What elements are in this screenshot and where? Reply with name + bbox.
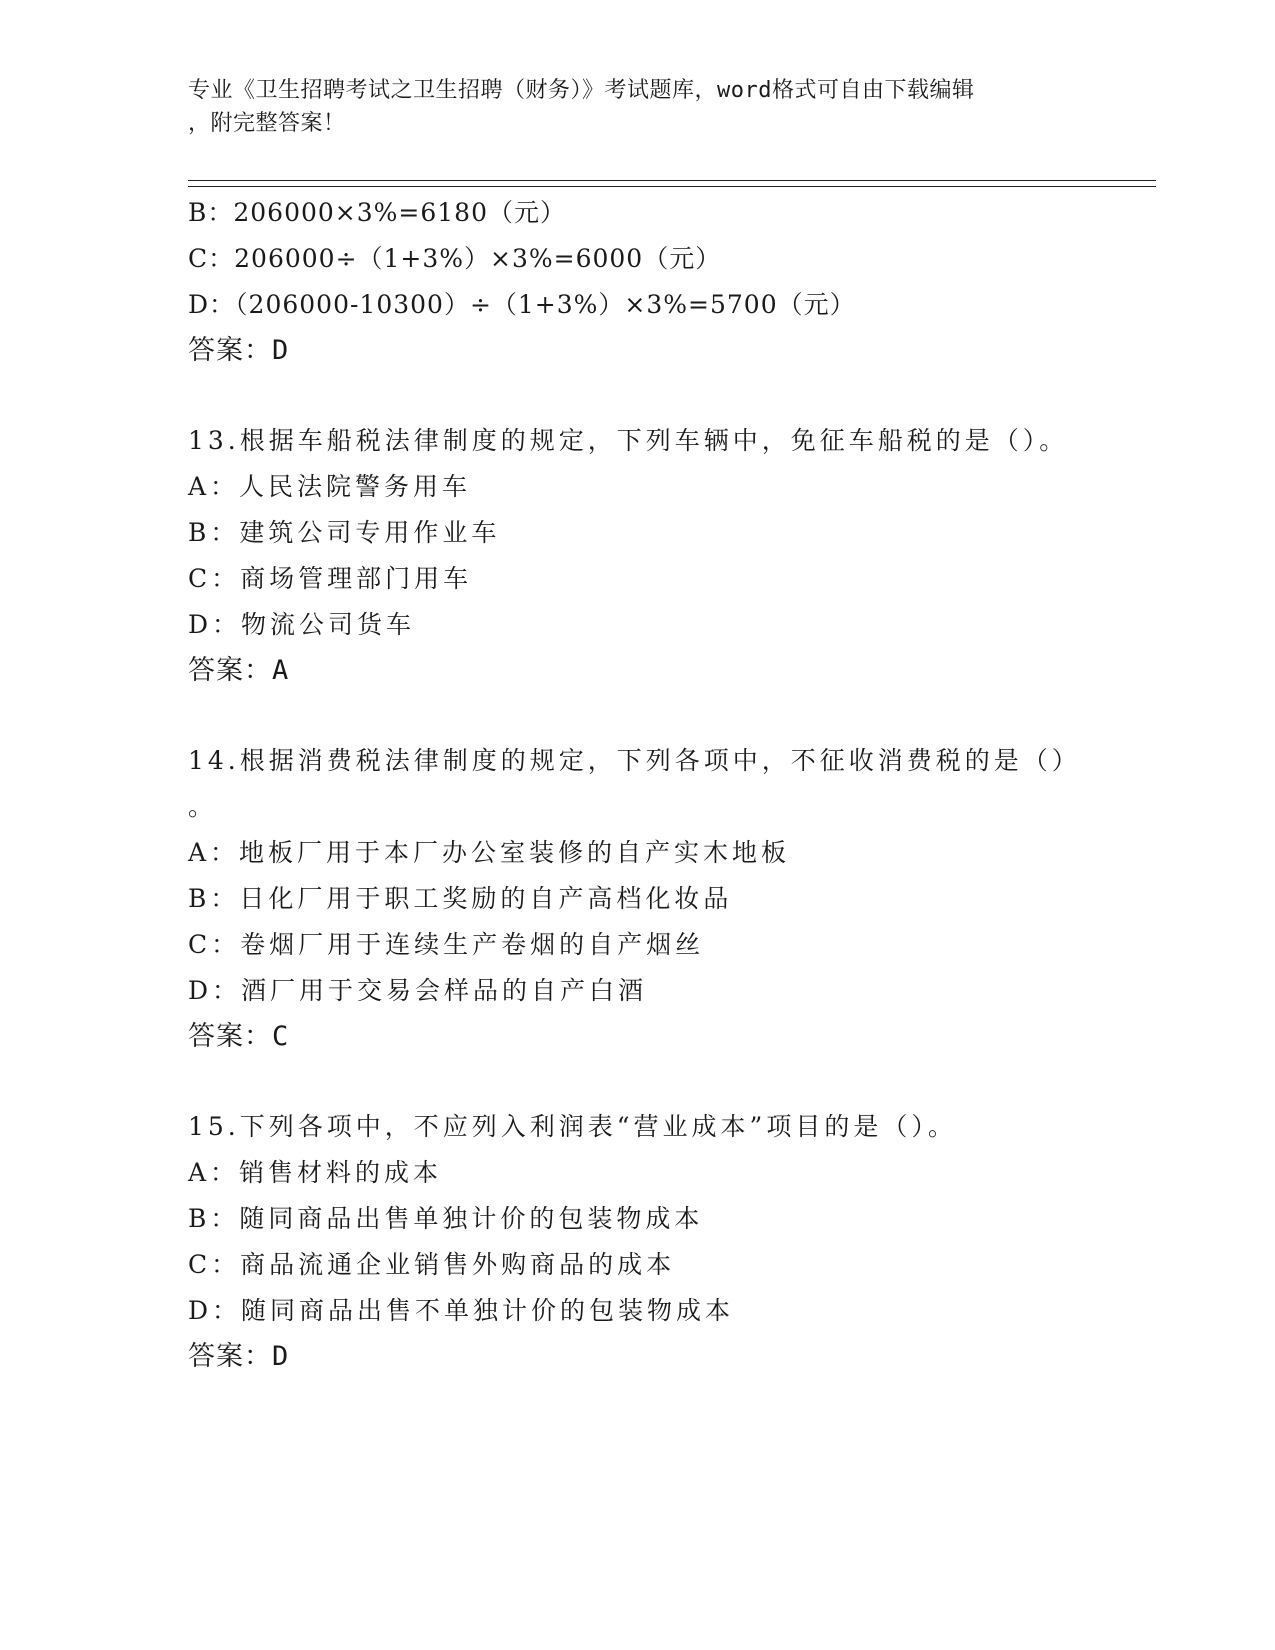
option-a: A：地板厂用于本厂办公室装修的自产实木地板 <box>188 838 791 867</box>
answer: 答案：A <box>188 655 290 686</box>
answer: 答案：C <box>188 1021 290 1052</box>
prev-question-block <box>188 190 1148 374</box>
option-a: A：销售材料的成本 <box>188 1158 443 1187</box>
answer: 答案：D <box>188 1341 290 1372</box>
option-c: C：卷烟厂用于连续生产卷烟的自产烟丝 <box>188 930 705 959</box>
option-c: C：商场管理部门用车 <box>188 564 473 593</box>
spacer <box>188 374 1148 418</box>
option-d: D：（206000-10300）÷（1+3%）×3%=5700（元） <box>188 290 856 319</box>
question-content <box>188 190 1148 1380</box>
answer: 答案：D <box>188 335 290 366</box>
header-divider-bottom <box>188 186 1156 187</box>
option-b: B：206000×3%=6180（元） <box>188 198 566 227</box>
question-13 <box>188 418 1148 694</box>
option-d: D：随同商品出售不单独计价的包装物成本 <box>188 1296 735 1325</box>
question-stem: 13.根据车船税法律制度的规定，下列车辆中，免征车船税的是（）。 <box>188 426 1069 455</box>
question-stem: 15.下列各项中，不应列入利润表“营业成本”项目的是（）。 <box>188 1112 957 1141</box>
header-line-2: ，附完整答案！ <box>188 111 346 136</box>
option-c: C：206000÷（1+3%）×3%=6000（元） <box>188 244 722 273</box>
question-stem-continuation: 。 <box>188 792 214 821</box>
option-d: D：物流公司货车 <box>188 610 416 639</box>
option-c: C：商品流通企业销售外购商品的成本 <box>188 1250 676 1279</box>
option-b: B：随同商品出售单独计价的包装物成本 <box>188 1204 704 1233</box>
option-b: B：建筑公司专用作业车 <box>188 518 501 547</box>
question-15 <box>188 1104 1148 1380</box>
option-d: D：酒厂用于交易会样品的自产白酒 <box>188 976 648 1005</box>
header-divider-top <box>188 180 1156 181</box>
option-a: A：人民法院警务用车 <box>188 472 472 501</box>
spacer <box>188 694 1148 738</box>
header-line-1: 专业《卫生招聘考试之卫生招聘（财务）》考试题库，word格式可自由下载编辑 <box>188 78 975 103</box>
question-stem: 14.根据消费税法律制度的规定，下列各项中，不征收消费税的是（） <box>188 746 1081 775</box>
document-header <box>188 74 1068 140</box>
option-b: B：日化厂用于职工奖励的自产高档化妆品 <box>188 884 733 913</box>
question-14 <box>188 738 1148 1060</box>
spacer <box>188 1060 1148 1104</box>
